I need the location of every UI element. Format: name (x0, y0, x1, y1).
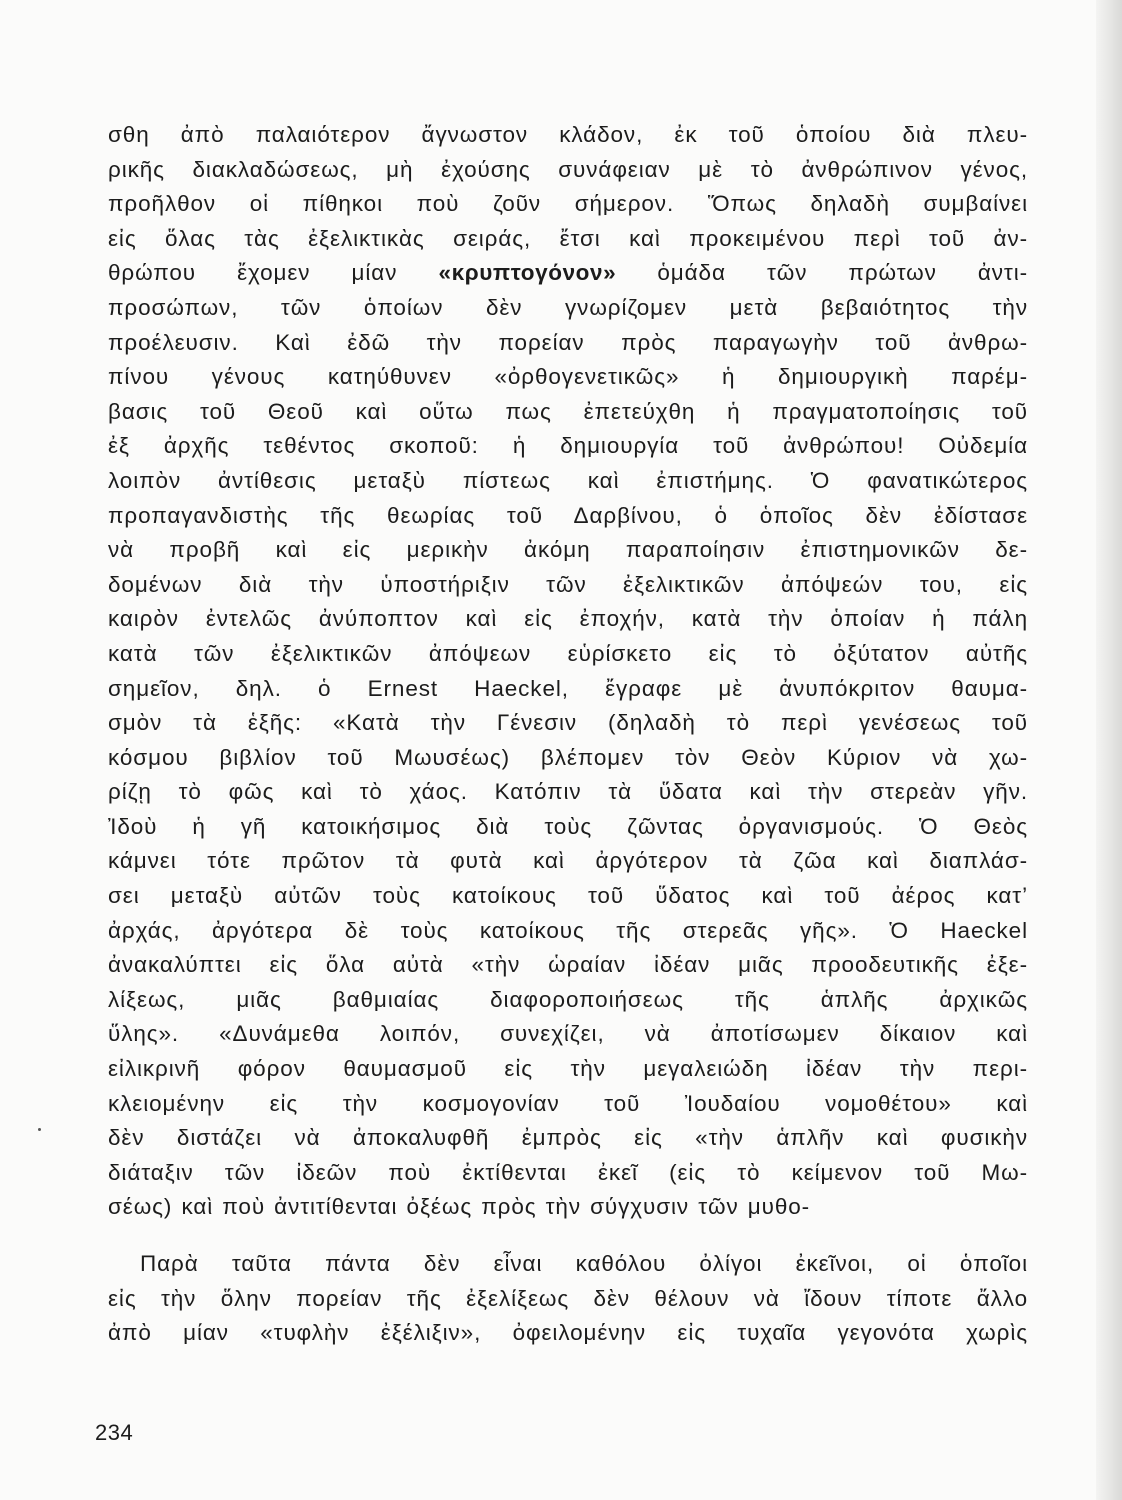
text-line: καιρὸν ἐντελῶς ἀνύποπτον καὶ εἰς ἐποχήν, κατὰ τὴν ὁποίαν ἡ πάλη (108, 606, 1028, 632)
text-line: ἀπὸ μίαν «τυφλὴν ἐξέλιξιν», ὀφειλομένην εἰς τυχαῖα γεγονότα χωρὶς (108, 1320, 1028, 1346)
text-line: προσώπων, τῶν ὁποίων δὲν γνωρίζομεν μετὰ βεβαιότητος τὴν (108, 294, 1028, 320)
text-line: εἰς ὅλας τὰς ἐξελικτικὰς σειράς, ἔτσι καὶ προκειμένου περὶ τοῦ ἀν- (108, 225, 1028, 251)
text-line: ὕλης». «Δυνάμεθα λοιπόν, συνεχίζει, νὰ ἀποτίσωμεν δίκαιον καὶ (108, 1021, 1028, 1047)
text-line: εἰς τὴν ὅλην πορείαν τῆς ἐξελίξεως δὲν θέλουν νὰ ἴδουν τίποτε ἄλλο (108, 1285, 1028, 1311)
text-line: ἀνακαλύπτει εἰς ὅλα αὐτὰ «τὴν ὡραίαν ἰδέαν μιᾶς προοδευτικῆς ἐξε- (108, 952, 1028, 978)
text-line: λίξεως, μιᾶς βαθμιαίας διαφοροποιήσεως τῆς ἁπλῆς ἀρχικῶς (108, 986, 1028, 1012)
text-line: Παρὰ ταῦτα πάντα δὲν εἶναι καθόλου ὀλίγοι ἐκεῖνοι, οἱ ὁποῖοι (140, 1251, 1028, 1276)
text-line-with-bold-term (108, 256, 1028, 291)
text-line: σθη ἀπὸ παλαιότερον ἄγνωστον κλάδον, ἐκ τοῦ ὁποίου διὰ πλευ- (108, 122, 1028, 147)
text-line: δὲν διστάζει νὰ ἀποκαλυφθῆ ἐμπρὸς εἰς «τὴν ἁπλῆν καὶ φυσικὴν (108, 1125, 1028, 1151)
text-line: προῆλθον οἱ πίθηκοι ποὺ ζοῦν σήμερον. Ὅπως δηλαδὴ συμβαίνει (108, 191, 1028, 217)
text-line: ἀρχάς, ἀργότερα δὲ τοὺς κατοίκους τῆς στερεᾶς γῆς». Ὁ Haeckel (108, 917, 1028, 943)
text-line: διάταξιν τῶν ἰδεῶν ποὺ ἐκτίθενται ἐκεῖ (εἰς τὸ κείμενον τοῦ Μω- (108, 1159, 1028, 1185)
text-line: προπαγανδιστὴς τῆς θεωρίας τοῦ Δαρβίνου, ὁ ὁποῖος δὲν ἐδίστασε (108, 502, 1028, 528)
text-line: λοιπὸν ἀντίθεσις μεταξὺ πίστεως καὶ ἐπιστήμης. Ὁ φανατικώτερος (108, 467, 1028, 493)
bold-term-kryptogonon: «κρυπτογόνον» (438, 260, 617, 286)
text-segment: ὁμάδα τῶν πρώτων ἀντι- (616, 260, 1028, 286)
paragraph-spacer (108, 1225, 1028, 1247)
paragraph-1 (108, 118, 1028, 1225)
text-line: ρικῆς διακλαδώσεως, μὴ ἐχούσης συνάφειαν μὲ τὸ ἀνθρώπινον γένος, (108, 156, 1028, 182)
paragraph-2 (108, 1247, 1028, 1351)
page-number: 234 (95, 1420, 134, 1445)
text-line: δομένων διὰ τὴν ὑποστήριξιν τῶν ἐξελικτικῶν ἀπόψεών του, εἰς (108, 571, 1028, 597)
text-line: σει μεταξὺ αὐτῶν τοὺς κατοίκους τοῦ ὕδατος καὶ τοῦ ἀέρος κατ’ (108, 883, 1028, 909)
text-line: προέλευσιν. Καὶ ἐδῶ τὴν πορείαν πρὸς παραγωγὴν τοῦ ἀνθρω- (108, 329, 1028, 355)
text-line: ρίζῃ τὸ φῶς καὶ τὸ χάος. Κατόπιν τὰ ὕδατα καὶ τὴν στερεὰν γῆν. (108, 779, 1028, 805)
text-line: σμὸν τὰ ἑξῆς: «Κατὰ τὴν Γένεσιν (δηλαδὴ τὸ περὶ γενέσεως τοῦ (108, 710, 1028, 736)
text-line: βασις τοῦ Θεοῦ καὶ οὕτω πως ἐπετεύχθη ἡ πραγματοποίησις τοῦ (108, 398, 1028, 424)
text-line: Ἰδοὺ ἡ γῆ κατοικήσιμος διὰ τοὺς ζῶντας ὀργανισμούς. Ὁ Θεὸς (108, 813, 1028, 839)
text-line: νὰ προβῆ καὶ εἰς μερικὴν ἀκόμη παραποίησιν ἐπιστημονικῶν δε- (108, 537, 1028, 563)
page-edge-shadow (1096, 0, 1122, 1500)
body-text (108, 118, 1028, 1351)
text-line: κατὰ τῶν ἐξελικτικῶν ἀπόψεων εὑρίσκετο εἰς τὸ ὀξύτατον αὐτῆς (108, 640, 1028, 666)
text-line: κόσμου βιβλίον τοῦ Μωυσέως) βλέπομεν τὸν Θεὸν Κύριον νὰ χω- (108, 744, 1028, 770)
text-segment: θρώπου ἔχομεν μίαν (108, 260, 439, 286)
text-line: εἰλικρινῆ φόρον θαυμασμοῦ εἰς τὴν μεγαλειώδη ἰδέαν τὴν περι- (108, 1056, 1028, 1082)
text-line: κλειομένην εἰς τὴν κοσμογονίαν τοῦ Ἰουδαίου νομοθέτου» καὶ (108, 1090, 1028, 1116)
stray-ink-mark (38, 1128, 41, 1131)
text-line: σέως) καὶ ποὺ ἀντιτίθενται ὀξέως πρὸς τὴν σύγχυσιν τῶν μυθο- (108, 1194, 811, 1220)
text-line: σημεῖον, δηλ. ὁ Ernest Haeckel, ἔγραφε μὲ ἀνυπόκριτον θαυμα- (108, 675, 1028, 701)
text-line: ἐξ ἀρχῆς τεθέντος σκοποῦ: ἡ δημιουργία τοῦ ἀνθρώπου! Οὐδεμία (108, 433, 1028, 459)
text-line: κάμνει τότε πρῶτον τὰ φυτὰ καὶ ἀργότερον τὰ ζῶα καὶ διαπλάσ- (108, 848, 1028, 874)
text-line: πίνου γένους κατηύθυνεν «ὀρθογενετικῶς» ἡ δημιουργικὴ παρέμ- (108, 364, 1028, 390)
